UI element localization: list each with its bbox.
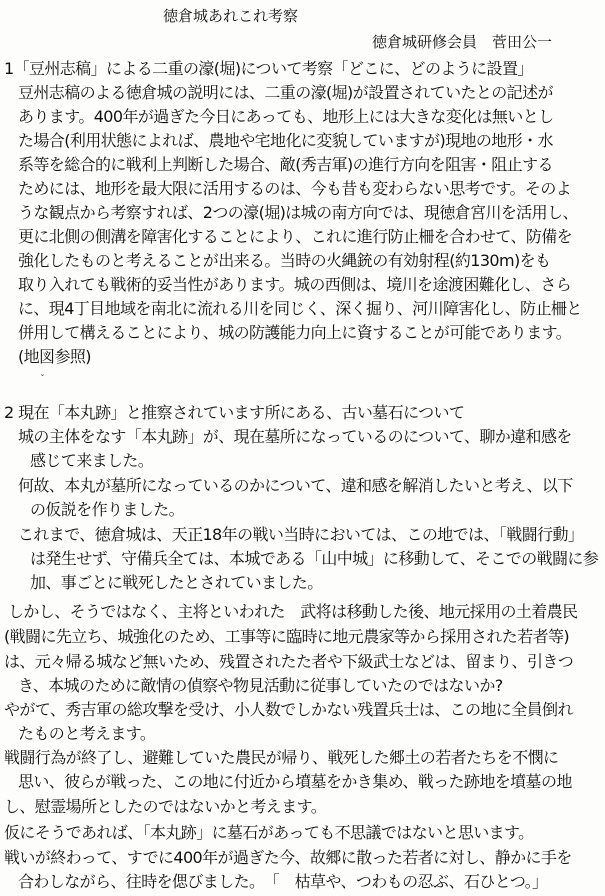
section2-line: は、元々帰る城など無いため、残置されたた者や下級武士などは、留まり、引きつ xyxy=(4,652,574,671)
section2-line: これまで、徳倉城は、天正18年の戦い当時においては、この地では、「戦闘行動」 xyxy=(18,525,584,544)
section1-line: に、現4丁目地域を南北に流れる川を同じく、深く掘り、河川障害化し、防止柵と xyxy=(18,299,582,318)
stray-mark: ˇ xyxy=(40,374,45,385)
section1-line: 豆州志稿のよる徳倉城の説明には、二重の濠(堀)が設置されていたとの記述が xyxy=(18,83,553,102)
section2-line: の仮説を作りました。 xyxy=(30,500,185,519)
section2-line: やがて、秀吉軍の総攻撃を受け、小人数でしかない残置兵士は、この地に全員倒れ xyxy=(4,700,573,719)
section2-heading: 2 現在「本丸跡」と推察されています所にある、古い墓石について xyxy=(4,403,465,422)
section2-line: 思い、彼らが戦った、この地に付近から墳墓をかき集め、戦った跡地を墳墓の地 xyxy=(18,772,572,791)
section2-line: し、慰霊場所としたのではないかと考えます。 xyxy=(4,797,327,816)
section1-line: 取り入れても戦術的妥当性があります。城の西側は、境川を途渡困難化し、さら xyxy=(18,275,572,294)
section2-line: (戦闘に先立ち、城強化のため、工事等に臨時に地元農家等から採用された若者等) xyxy=(4,627,570,646)
section2-line: たものと考えます。 xyxy=(18,724,156,743)
section2-line: 仮にそうであれば、「本丸跡」に墓石があっても不思議ではないと思います。 xyxy=(4,823,534,842)
section2-line: は発生せず、守備兵全ては、本城である「山中城」に移動して、そこでの戦闘に参 xyxy=(30,549,599,568)
section1-line: た場合(利用状態によれば、農地や宅地化に変貌していますが)現地の地形・水 xyxy=(18,131,553,150)
section2-line: 加、事ごとに戦死したとされていました。 xyxy=(30,573,323,592)
document-title: 徳倉城あれこれ考察 xyxy=(163,7,299,25)
section1-line: 強化したものと考えることが出来る。当時の火縄銃の有効射程(約130m)をも xyxy=(18,251,551,270)
section2-line: 合わしながら、往時を偲びました。 「 枯草や、つわもの忍ぶ、石ひとつ。」 xyxy=(18,872,548,891)
section1-heading: 1「豆州志稿」による二重の濠(堀)について考察「どこに、どのように設置」 xyxy=(4,59,533,78)
section2-line: 戦いが終わって、すでに400年が過ぎた今、故郷に散った若者に対し、静かに手を xyxy=(4,848,572,867)
section2-line: 何故、本丸が墓所になっているのかについて、違和感を解消したいと考え、以下 xyxy=(18,476,573,495)
section2-line: 城の主体をなす「本丸跡」が、現在墓所になっているのについて、聊か違和感を xyxy=(18,427,572,446)
author-line: 徳倉城研修会員 菅田公一 xyxy=(372,33,553,51)
section1-line: 系等を総合的に戦利上判断した場合、敵(秀吉軍)の進行方向を阻害・阻止する xyxy=(18,155,553,174)
section1-line: (地図参照) xyxy=(18,347,91,366)
section1-line: 更に北側の側溝を障害化することにより、これに進行防止柵を合わせて、防備を xyxy=(18,227,573,246)
section2-line: 感じて来ました。 xyxy=(30,451,154,470)
section2-line: き、本城のために敵情の偵察や物見活動に従事していたのではないか? xyxy=(18,676,503,695)
section2-line: 戦闘行為が終了し、避難していた農民が帰り、戦死した郷土の若者たちを不憫に xyxy=(4,748,559,767)
section2-line: しかし、そうではなく、主将といわれた 武将は移動した後、地元採用の土着農民 xyxy=(8,602,578,621)
section1-line: ためには、地形を最大限に活用するのは、今も昔も変わらない思考です。そのよ xyxy=(18,179,572,198)
section1-line: 併用して構えることにより、城の防護能力向上に資することが可能であります。 xyxy=(18,323,572,342)
section1-line: うな観点から考察すれば、2つの濠(堀)は城の南方向では、現徳倉宮川を活用し、 xyxy=(18,203,578,222)
section1-line: あります。400年が過ぎた今日にあっても、地形上には大きな変化は無いとし xyxy=(18,107,554,126)
